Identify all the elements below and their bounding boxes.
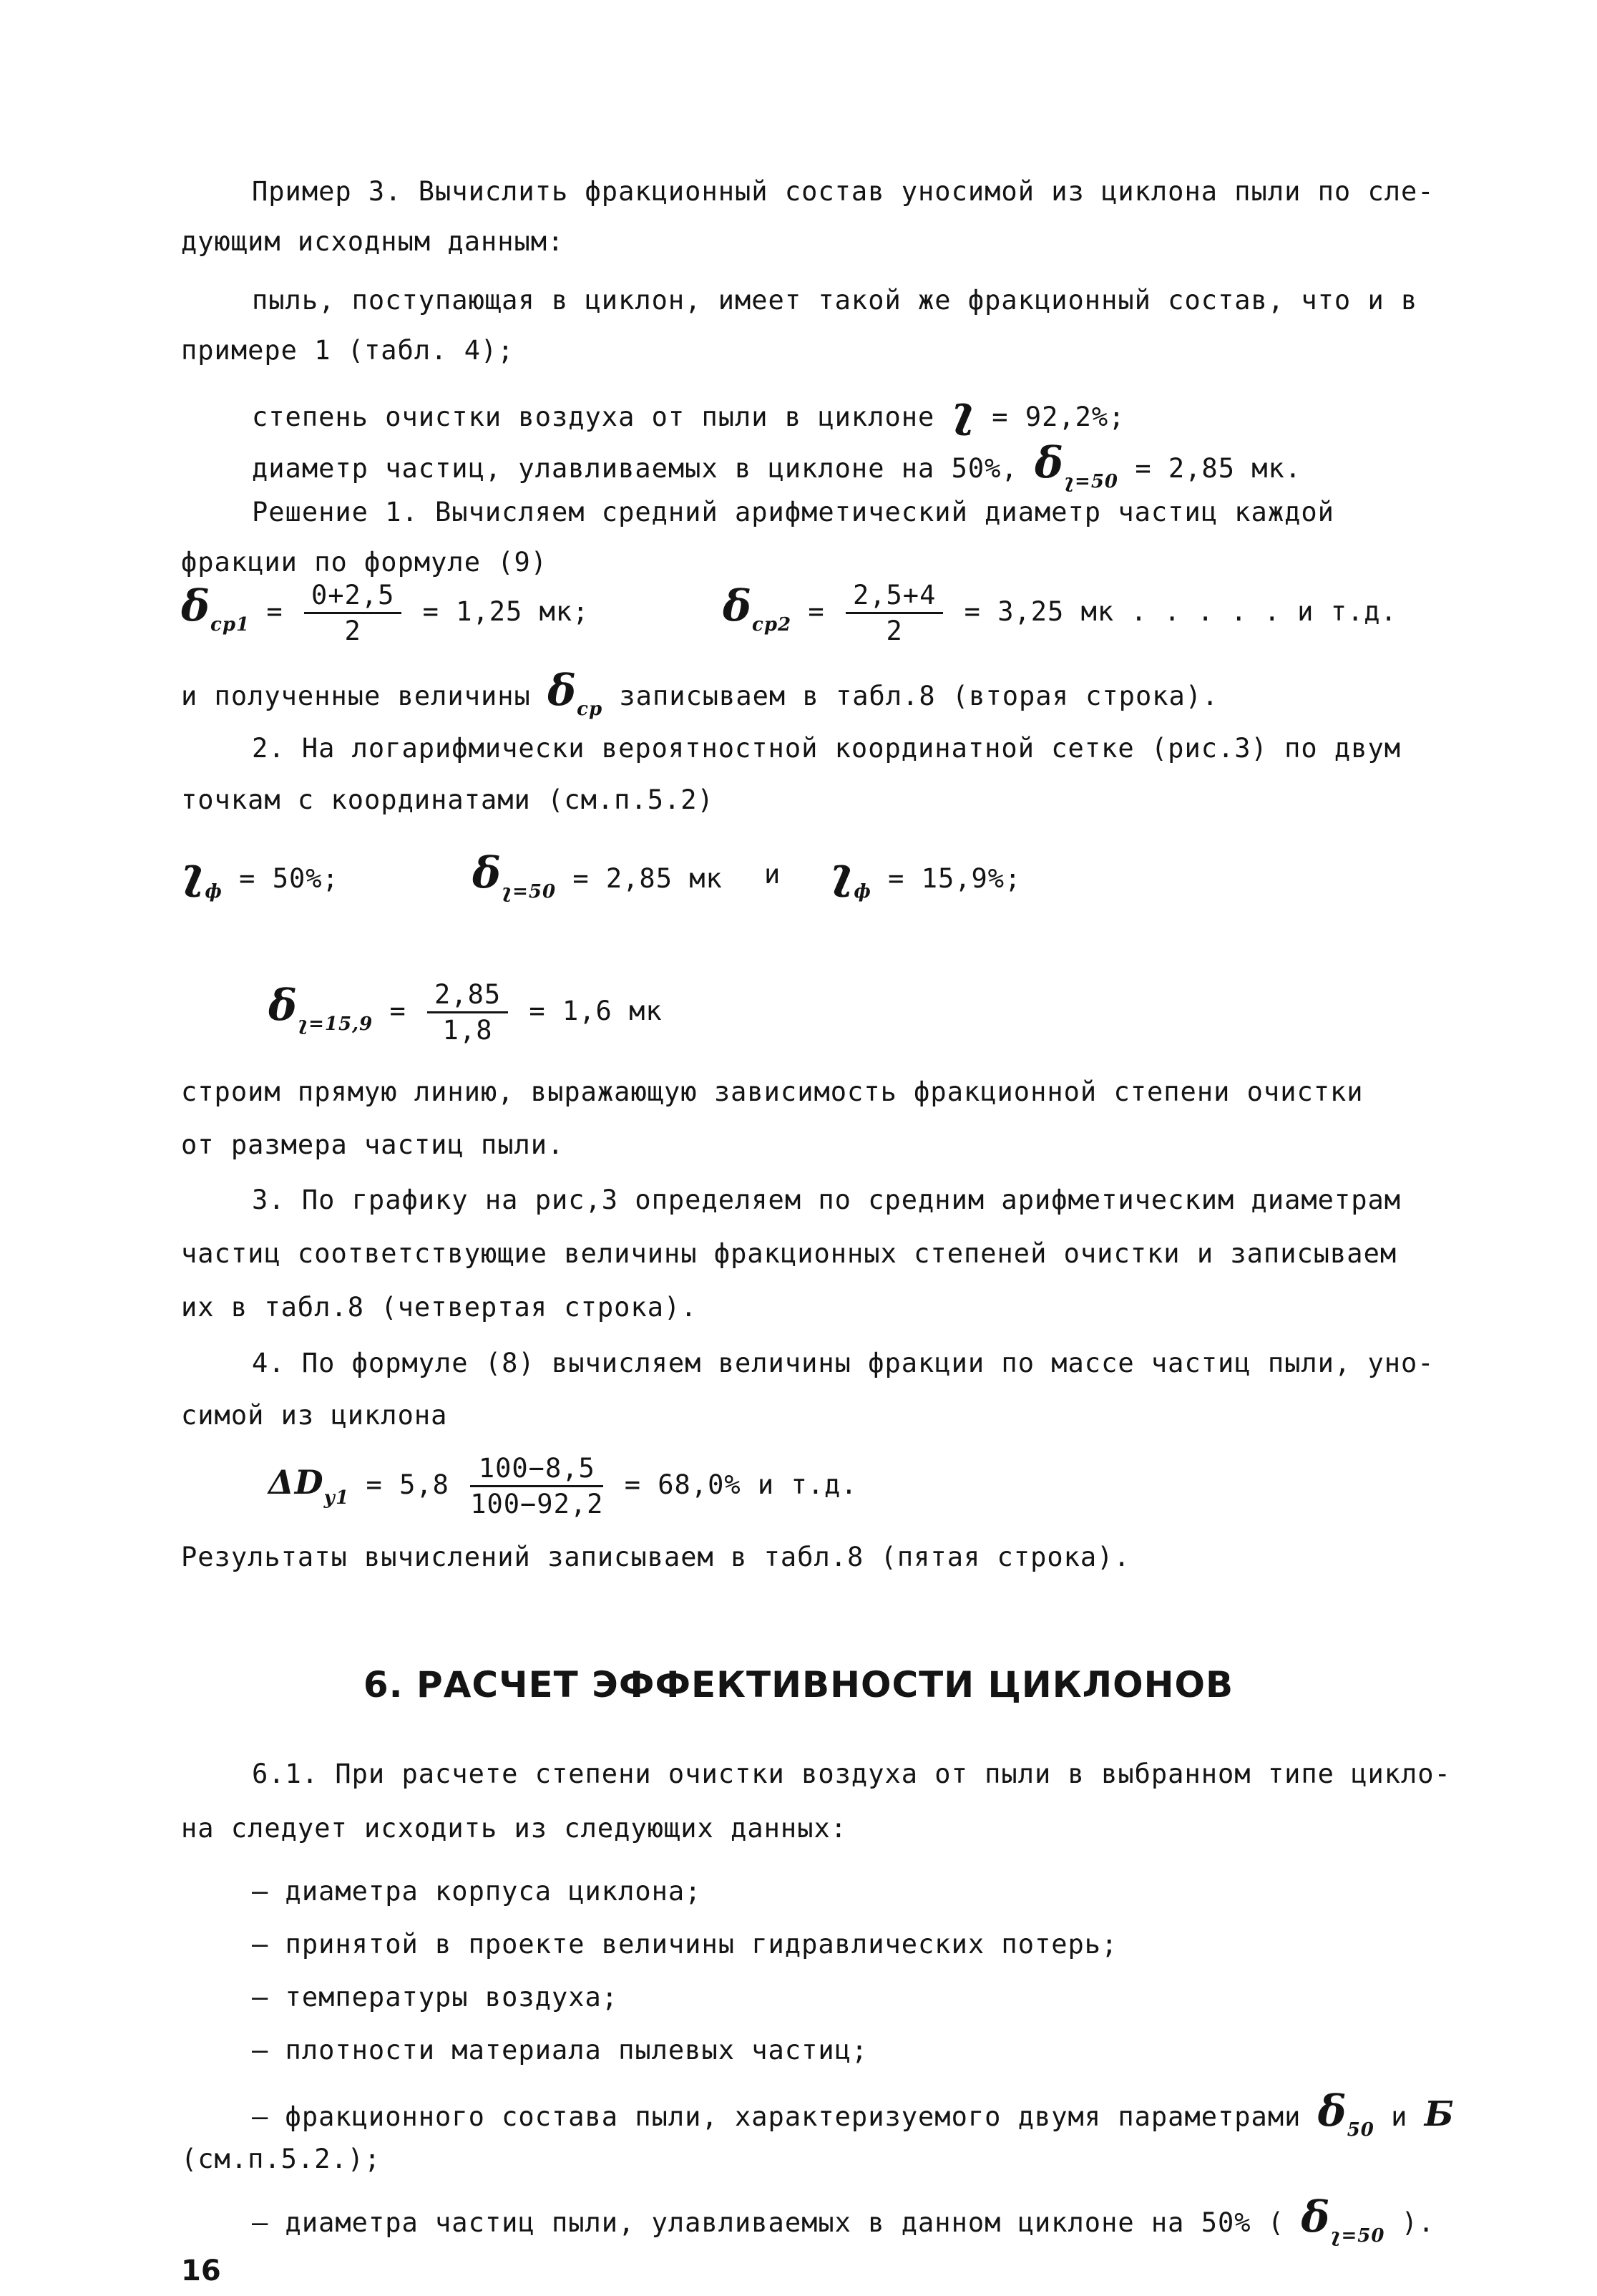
formula-delta-159 xyxy=(268,979,663,1046)
step2-line-1: 2. На логарифмически вероятностной координатной сетке (рис.3) по двум xyxy=(252,733,1402,764)
eta-subscript: ф xyxy=(205,881,223,903)
coordinate-and: и xyxy=(764,859,781,890)
step4-line-2: симой из циклона xyxy=(181,1400,448,1431)
line-text-1: строим прямую линию, выражающую зависимость фракционной степени очистки xyxy=(181,1076,1364,1107)
record-text-a: и полученные величины xyxy=(181,681,531,711)
delta-symbol: δ xyxy=(472,848,502,898)
step4-line-1: 4. По формуле (8) вычисляем величины фракции по массе частиц пыли, уно- xyxy=(252,1348,1435,1378)
coordinate-1-value: = 50%; xyxy=(239,863,339,894)
delta-symbol: δ xyxy=(723,581,753,631)
equals-sign: = xyxy=(266,596,283,627)
coordinates-line xyxy=(181,848,339,903)
diameter-value: = 2,85 мк. xyxy=(1135,453,1302,484)
efficiency-line xyxy=(252,386,1125,437)
record-text-b: записываем в табл.8 (вторая строка). xyxy=(619,681,1219,711)
fraction-1: $\frac{0+2,5}{2}$ xyxy=(304,580,401,646)
delta-subscript: ʅ=15,9 xyxy=(298,1013,373,1035)
delta-subscript: ср xyxy=(577,699,603,720)
formula-mean-diameters xyxy=(181,580,589,646)
delta-subscript: 50 xyxy=(1347,2119,1374,2141)
bullet-6 xyxy=(252,2192,1435,2247)
results-line: Результаты вычислений записываем в табл.8 (пятая строка). xyxy=(181,1542,1130,1572)
delta-subscript: ср1 xyxy=(210,614,250,636)
fraction-1-result: = 1,25 мк; xyxy=(422,596,590,627)
eta-symbol: ʅ xyxy=(830,848,854,898)
bullet-2: – принятой в проекте величины гидравлических потерь; xyxy=(252,1929,1118,1960)
section-heading: 6. РАСЧЕТ ЭФФЕКТИВНОСТИ ЦИКЛОНОВ xyxy=(363,1664,1234,1706)
dust-line-1: пыль, поступающая в циклон, имеет такой же фракционный состав, что и в xyxy=(252,285,1418,316)
fraction-3: $\frac{2,85}{1,8}$ xyxy=(427,979,508,1046)
eta-symbol: ʅ xyxy=(181,848,205,898)
efficiency-text: степень очистки воздуха от пыли в циклоне xyxy=(252,402,935,432)
example-line-2: дующим исходным данным: xyxy=(181,226,565,257)
efficiency-value: = 92,2%; xyxy=(992,402,1125,432)
delta-symbol: δ xyxy=(268,981,298,1031)
delta-symbol: δ xyxy=(547,666,577,716)
step2-line-2: точкам с координатами (см.п.5.2) xyxy=(181,784,714,815)
delta-symbol: δ xyxy=(181,581,211,631)
delta-subscript: ʅ=50 xyxy=(1330,2225,1385,2247)
section-intro-1: 6.1. При расчете степени очистки воздуха от пыли в выбранном типе цикло- xyxy=(252,1759,1451,1789)
diameter-line xyxy=(252,438,1301,492)
equals-sign: = xyxy=(389,996,406,1026)
formula-delta-d xyxy=(268,1453,858,1519)
step3-line-1: 3. По графику на рис,3 определяем по средним арифметическим диаметрам xyxy=(252,1185,1402,1215)
delta-symbol: δ xyxy=(1317,2086,1347,2136)
delta-subscript: ср2 xyxy=(752,614,792,636)
dust-line-2: примере 1 (табл. 4); xyxy=(181,335,514,366)
fraction-4: $\frac{100-8,5}{100-92,2}$ xyxy=(470,1453,604,1519)
coordinate-3 xyxy=(830,848,1021,903)
bullet-4: – плотности материала пылевых частиц; xyxy=(252,2035,869,2066)
delta-d-subscript: у1 xyxy=(323,1487,350,1509)
formula-coefficient: = 5,8 xyxy=(366,1469,449,1500)
bullet-3: – температуры воздуха; xyxy=(252,1982,619,2013)
eta-subscript: ф xyxy=(854,881,871,903)
formula-mean-diameter-2 xyxy=(723,580,1397,646)
delta-subscript: ʅ=50 xyxy=(502,881,557,903)
coordinate-2 xyxy=(472,848,723,903)
equals-sign: = xyxy=(808,596,825,627)
sigma-symbol: Б xyxy=(1424,2094,1455,2134)
bullet-6-close: ). xyxy=(1401,2207,1435,2238)
fraction-4-result: = 68,0% и т.д. xyxy=(624,1469,858,1500)
example-line-1: Пример 3. Вычислить фракционный состав уносимой из циклона пыли по сле- xyxy=(252,176,1435,207)
delta-subscript: ʅ=50 xyxy=(1064,471,1119,492)
bullet-5-text: – фракционного состава пыли, характеризуемого двумя параметрами xyxy=(252,2101,1301,2132)
diameter-text: диаметр частиц, улавливаемых в циклоне на 50%, xyxy=(252,453,1018,484)
bullet-5 xyxy=(252,2086,1455,2141)
line-text-2: от размера частиц пыли. xyxy=(181,1129,565,1160)
solution-line-1: Решение 1. Вычисляем средний арифметический диаметр частиц каждой xyxy=(252,497,1334,527)
fraction-3-result: = 1,6 мк xyxy=(529,996,663,1026)
record-line xyxy=(181,666,1218,720)
delta-d-symbol: ΔD xyxy=(268,1463,324,1502)
coordinate-3-value: = 15,9%; xyxy=(888,863,1022,894)
fraction-2-result: = 3,25 мк . . . . . и т.д. xyxy=(964,596,1397,627)
coordinate-2-value: = 2,85 мк xyxy=(572,863,723,894)
bullet-6-text: – диаметра частиц пыли, улавливаемых в данном циклоне на 50% ( xyxy=(252,2207,1285,2238)
bullet-5-cont: (см.п.5.2.); xyxy=(181,2144,381,2174)
bullet-5-and: и xyxy=(1391,2101,1408,2132)
delta-symbol: δ xyxy=(1034,438,1065,488)
page-number: 16 xyxy=(181,2254,221,2287)
step3-line-3: их в табл.8 (четвертая строка). xyxy=(181,1292,698,1323)
solution-line-2: фракции по формуле (9) xyxy=(181,547,548,578)
bullet-1: – диаметра корпуса циклона; xyxy=(252,1876,702,1907)
step3-line-2: частиц соответствующие величины фракционных степеней очистки и записываем xyxy=(181,1238,1397,1269)
fraction-2: $\frac{2,5+4}{2}$ xyxy=(846,580,943,646)
eta-symbol: ʅ xyxy=(951,386,975,437)
section-intro-2: на следует исходить из следующих данных: xyxy=(181,1813,848,1844)
delta-symbol: δ xyxy=(1301,2192,1331,2242)
